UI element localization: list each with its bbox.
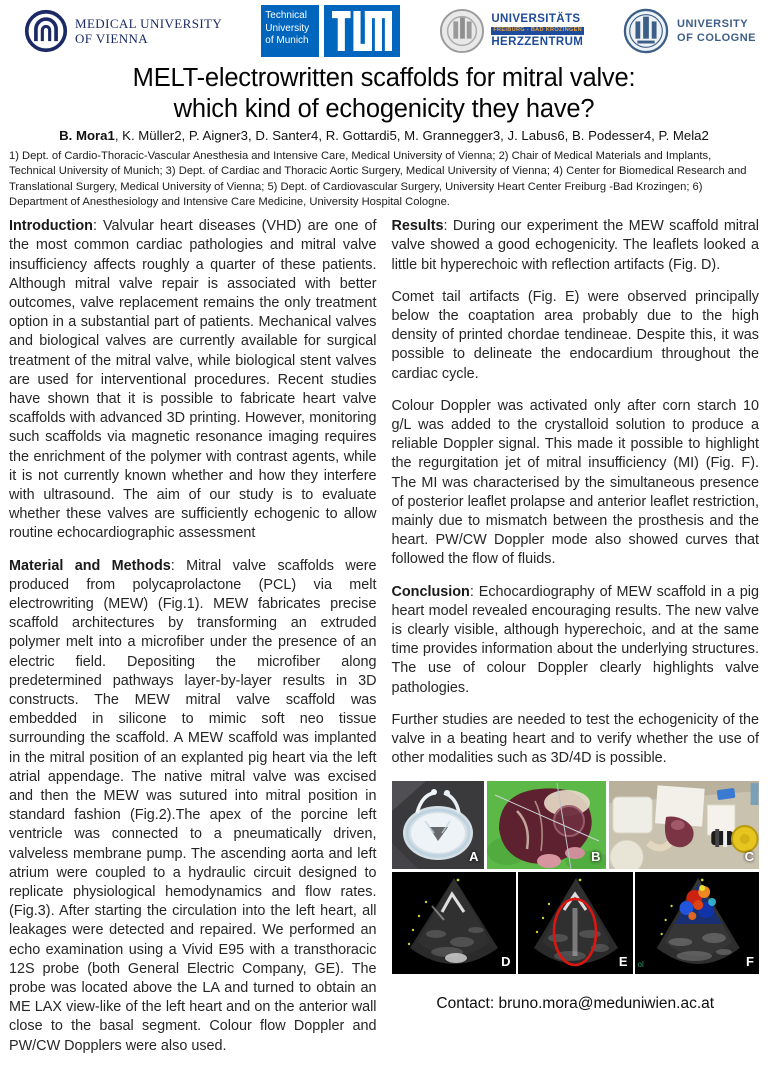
figure-e-label: E xyxy=(618,954,628,970)
coauthors: , K. Müller2, P. Aigner3, D. Santer4, R. Gottardi5, M. Grannegger3, J. Labus6, B. Podesser4, P. Mela2 xyxy=(114,128,709,144)
poster-title-line1: MELT-electrowritten scaffolds for mitral valve: xyxy=(132,64,636,92)
figure-b-pig-heart-photo xyxy=(487,781,606,869)
figure-a-scaffold-photo xyxy=(392,781,484,869)
tum-logomark-icon xyxy=(332,11,392,51)
echo-d-graphic xyxy=(392,872,516,974)
figure-panel xyxy=(392,781,760,974)
cologne-seal-icon xyxy=(623,8,669,54)
muw-wordmark-line2: OF VIENNA xyxy=(75,31,149,46)
methods-paragraph xyxy=(9,557,377,1056)
tum-name-line2: University xyxy=(265,22,310,34)
author-list xyxy=(0,128,768,143)
figure-a-label: A xyxy=(469,849,479,865)
results-text-1: : During our experiment the MEW scaffold mitral valve showed a good echogenicity. The leaflets looked a little bit hyperechoic with reflection artifacts (Fig. D). xyxy=(391,218,759,273)
freiburg-seal-icon xyxy=(439,8,485,54)
further-studies-paragraph: Further studies are needed to test the echogenicity of the valve in a beating heart and to verify whether the use of other modalities such as 3D/4D is possible. xyxy=(391,711,759,767)
methods-heading: Material and Methods xyxy=(9,557,171,574)
freiburg-wordmark xyxy=(491,14,584,49)
tum-name-box xyxy=(261,5,319,57)
freiburg-band-text: FREIBURG - BAD KROZINGEN xyxy=(491,27,584,36)
results-heading: Results xyxy=(391,218,444,235)
affiliations: 1) Dept. of Cardio-Thoracic-Vascular Anesthesia and Intensive Care, Medical University of Vienna; 2) Chair of Medical Materials and Implants, Technical University of Munich; 3) Dept. of Cardiac and Thoracic Aortic Surgery, Medical University of Vienna; 4) Center for Biomedical Research and Translational Surgery, Medical University of Vienna; 5) Dept. of Cardiovascular Surgery, University Heart Center Freiburg -Bad Krozingen; 6) Department of Anesthesiology and Intensive Care Medicine, University Hospital Cologne. xyxy=(9,150,747,208)
body-columns xyxy=(0,217,768,1069)
figure-f-overlay-text: ol xyxy=(637,960,644,970)
poster-title xyxy=(0,63,768,125)
conclusion-text: : Echocardiography of MEW scaffold in a pig heart model revealed encouraging results. The new valve is clearly visible, although hyperechoic, and at the same time provides information about the underlying structures. The use of colour Doppler clearly highlights valve pathologies. xyxy=(391,583,759,696)
figure-d-echo-image xyxy=(392,872,516,974)
figure-d-label: D xyxy=(501,954,511,970)
echo-f-graphic xyxy=(635,872,760,974)
cologne-wordmark-line1: UNIVERSITY xyxy=(677,17,749,30)
logo-technical-university-munich xyxy=(261,5,400,57)
poster-title-line2: which kind of echogenicity they have? xyxy=(173,95,595,124)
tum-name-line1: Technical xyxy=(265,10,307,21)
conclusion-paragraph xyxy=(392,583,760,698)
pig-heart-photo-graphic xyxy=(487,781,606,869)
results-paragraph-2: Comet tail artifacts (Fig. E) were observed principally below the coaptation area probably due to the high density of printed chordae tendineae. Despite this, it was possible to delineate the endocardium throughout the cardiac cycle. xyxy=(391,288,759,382)
figure-b-label: B xyxy=(591,849,601,865)
cologne-wordmark xyxy=(677,17,756,46)
muw-wordmark xyxy=(75,16,222,47)
echo-e-graphic xyxy=(518,872,633,974)
figure-f-colour-doppler-image xyxy=(633,872,760,974)
methods-text: : Mitral valve scaffolds were produced from polycaprolactone (PCL) via melt electrowriting (MEW) (Fig.1). MEW fabricates precise scaffold architectures by transforming an extruded polymer melt into a microfiber under the presence of an electric field. Depositing the microfiber along predetermined pathways layer-by-layer results in 3D constructs. The MEW mitral valve scaffold was embedded in silicone to mimic soft neo tissue surrounding the scaffold. A MEW scaffold was implanted in the mitral position of an explanted pig heart via the left atrial appendage. The native mitral valve was excised and then the MEW was sutured into mitral position in standard fashion (Fig.2).The apex of the porcine left ventricle was connected to a pneumatically driven, valveless membrane pump. The ascending aorta and left atrium were coupled to a hydraulic circuit designed to replicate physiological hemodynamics and flow rates. (Fig.3). After starting the circulation into the left heart, all leakages were detected and repaired. We performed an echo examination using a Vivid E95 with a transthoracic 12S probe (both General Electric Company, GE). The probe was located above the LA and turned to obtain an ME LAX view-like of the left heart and on the anterior wall close to the basal segment. Colour flow Doppler and PW/CW Dopplers were also used. xyxy=(9,557,377,1054)
figure-row-ultrasound xyxy=(392,872,760,974)
left-column xyxy=(9,217,377,1069)
freiburg-wordmark-line2: HERZZENTRUM xyxy=(491,35,584,48)
tum-name-line3: of Munich xyxy=(265,35,309,46)
introduction-heading: Introduction xyxy=(9,218,93,235)
freiburg-wordmark-line1: UNIVERSITÄTS xyxy=(491,12,581,25)
introduction-text: : Valvular heart diseases (VHD) are one of the most common cardiac pathologies and mitral valve insufficiency affects roughly a quarter of these patients. Although mitral valve repair is associated with better outcomes, valve replacement remains the only treatment option in a substantial part of patients. Mechanical valves and biological valves are currently available for surgical treatment of the mitral valve, while biological stent valves are used for interventional procedures. Recent studies have shown that it is possible to fabricate heart valve scaffolds with advanced 3D printing. However, monitoring such scaffolds via magnetic resonance imaging requires the enrichment of the polymer with contrast agents, while it is not currently known whether and how they interfere with ultrasound. The aim of our study is to evaluate whether these valves are sufficiently echogenic to allow routine echocardiographic assessment xyxy=(9,218,377,542)
header-logos xyxy=(0,0,768,58)
right-column xyxy=(392,217,760,1069)
muw-wordmark-line1: MEDICAL UNIVERSITY xyxy=(75,15,223,31)
figure-f-label: F xyxy=(746,954,754,970)
conclusion-heading: Conclusion xyxy=(391,583,470,600)
cologne-wordmark-line2: OF COLOGNE xyxy=(677,32,756,44)
introduction-paragraph xyxy=(9,217,377,543)
logo-university-of-cologne xyxy=(623,8,756,54)
results-paragraph-1 xyxy=(392,217,760,275)
contact-email: Contact: bruno.mora@meduniwien.ac.at xyxy=(436,995,715,1013)
first-author: B. Mora1 xyxy=(59,128,115,144)
results-paragraph-3: Colour Doppler was activated only after corn starch 10 g/L was added to the crystalloid solution to produce a reliable Doppler signal. This made it possible to highlight the regurgitation jet of mitral insufficiency (MI) (Fig. F). The MI was characterised by the simultaneous presence of posterior leaflet prolapse and anterior leaflet restriction, mainly due to mismatch between the prosthesis and the heart. PW/CW Doppler mode also showed curves that followed the flow of fluids. xyxy=(391,397,759,568)
muw-seal-icon xyxy=(24,9,68,53)
figure-row-photos xyxy=(392,781,760,869)
figure-c-test-rig-photo xyxy=(609,781,760,869)
logo-medical-university-vienna xyxy=(24,9,222,53)
figure-e-echo-image-annotated xyxy=(516,872,633,974)
test-rig-photo-graphic xyxy=(609,781,760,869)
figure-c-label: C xyxy=(744,849,754,865)
logo-heart-center-freiburg xyxy=(439,8,584,54)
tum-logomark-box xyxy=(324,5,400,57)
